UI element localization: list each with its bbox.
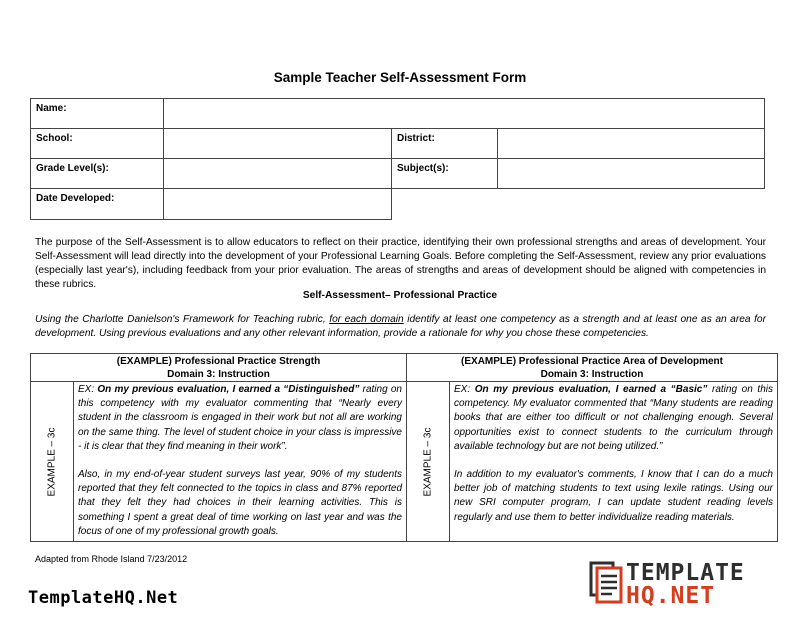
strength-example[interactable]: EX: On my previous evaluation, I earned a “Distinguished” rating on this competency with my evaluator commenting that “Nearly every student in the classroom is engaged in their work but not all are working on the same thing. The level of student choice in your class is impressive - it is clear that they find meaning in their work”. Also, in my end-of-year student surveys last year, 90% of my students reported that they felt connected to the topics in class and 87% reported that they felt they had choices in their learning activities. This is something I spent a great deal of time working on last year and was the focus of one of my professional growth goals. bbox=[74, 382, 407, 542]
form-title: Sample Teacher Self-Assessment Form bbox=[273, 70, 527, 85]
instructions: Using the Charlotte Danielson's Framework for Teaching rubric, for each domain identify at least one competency as a strength and at least one as an area for development. Using previous evaluations and any other relevant information, provide a rationale for why you chose these competencies. bbox=[35, 314, 766, 339]
name-label: Name: bbox=[31, 99, 164, 129]
development-header: (EXAMPLE) Professional Practice Area of Development Domain 3: Instruction bbox=[407, 354, 778, 382]
date-label: Date Developed: bbox=[31, 189, 164, 220]
grade-value[interactable] bbox=[164, 159, 392, 189]
instructions-underlined: for each domain bbox=[329, 314, 404, 325]
adapted-note: Adapted from Rhode Island 7/23/2012 bbox=[35, 554, 188, 564]
district-label: District: bbox=[392, 129, 498, 159]
subject-value[interactable] bbox=[498, 159, 765, 189]
document-icon bbox=[588, 558, 624, 604]
section-title: Self-Assessment– Professional Practice bbox=[302, 290, 498, 301]
development-side-label: EXAMPLE – 3c bbox=[407, 382, 450, 542]
logo-line2: HQ.NET bbox=[626, 583, 716, 609]
district-value[interactable] bbox=[498, 129, 765, 159]
name-value[interactable] bbox=[164, 99, 765, 129]
practice-table bbox=[30, 353, 778, 542]
school-value[interactable] bbox=[164, 129, 392, 159]
logo-line1: TEMPLATE bbox=[626, 560, 745, 586]
school-label: School: bbox=[31, 129, 164, 159]
info-table bbox=[30, 98, 765, 220]
date-value[interactable] bbox=[164, 189, 392, 220]
subject-label: Subject(s): bbox=[392, 159, 498, 189]
intro-paragraph: The purpose of the Self-Assessment is to allow educators to reflect on their practice, identifying their own professional strengths and areas of development. Your Self-Assessment will lead directly into the development of your Professional Learning Goals. Before completing the Self-Assessment, review any prior evaluations (especially last year's), including feedback from your prior evaluation. The areas of strengths and areas of development should be aligned with competencies in these rubrics. bbox=[35, 237, 766, 290]
footer-site: TemplateHQ.Net bbox=[28, 588, 179, 608]
development-example[interactable]: EX: On my previous evaluation, I earned a “Basic” rating on this competency. My evaluator commented that “Many students are reading books that are either too difficult or not challenging enough. Several opportunities exist to connect students to the curriculum through available technology but are not being utilized.” In addition to my evaluator's comments, I know that I can do a much better job of matching students to text using lexile ratings. Using our new SRI computer program, I can update student reading levels regularly and use them to better individualize reading materials. bbox=[450, 382, 778, 542]
strength-side-label: EXAMPLE – 3c bbox=[31, 382, 74, 542]
strength-header: (EXAMPLE) Professional Practice Strength Domain 3: Instruction bbox=[31, 354, 407, 382]
grade-label: Grade Level(s): bbox=[31, 159, 164, 189]
templatehq-logo bbox=[588, 558, 778, 610]
